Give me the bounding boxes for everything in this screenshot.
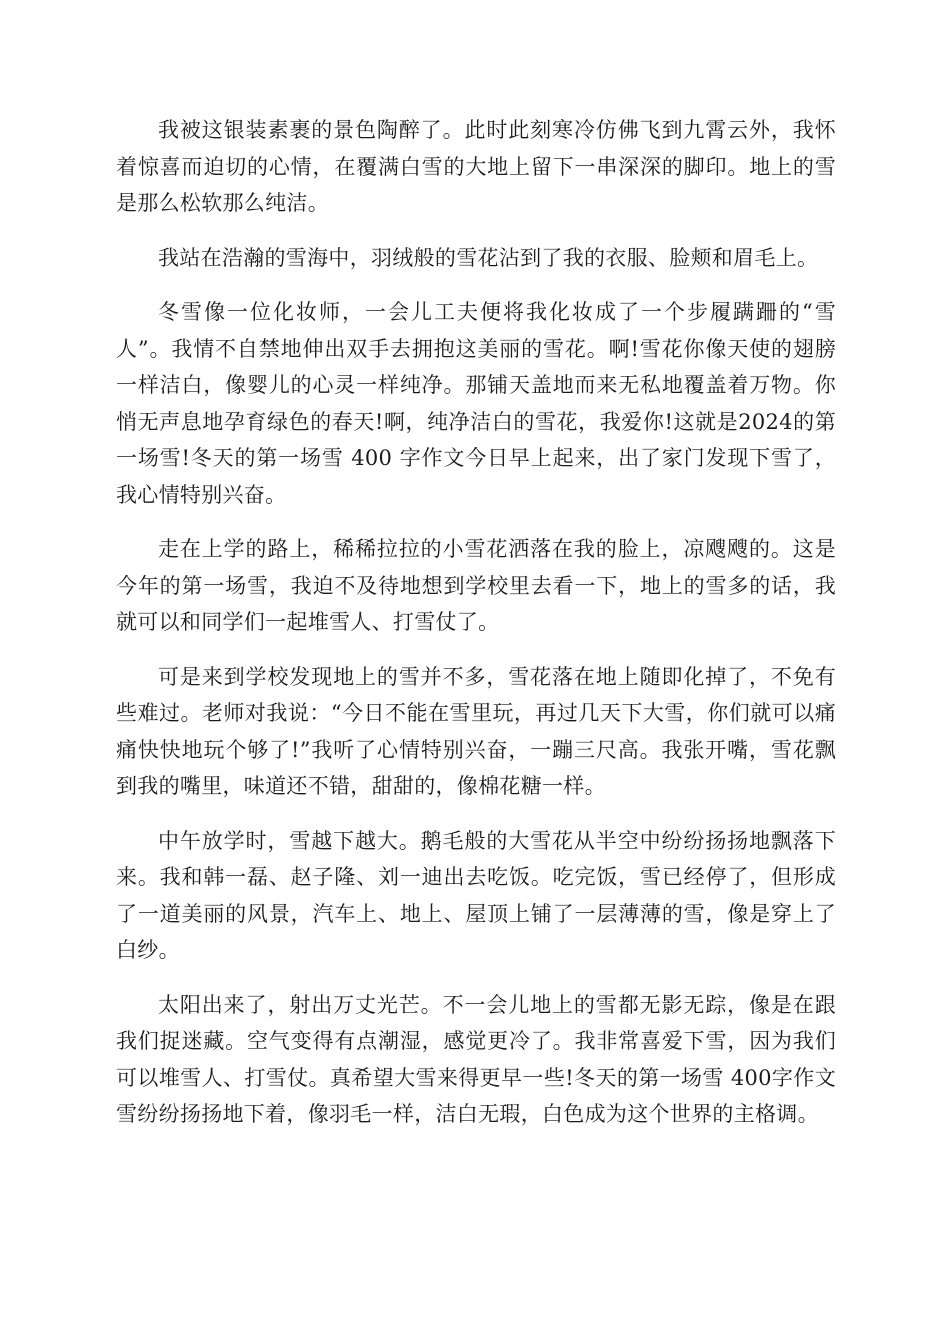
paragraph-1: 我被这银装素裹的景色陶醉了。此时此刻寒冷仿佛飞到九霄云外，我怀着惊喜而迫切的心情，在覆满白雪的大地上留下一串深深的脚印。地上的雪是那么松软那么纯洁。: [116, 118, 836, 215]
paragraph-4: 走在上学的路上，稀稀拉拉的小雪花洒落在我的脸上，凉飕飕的。这是今年的第一场雪，我迫不及待地想到学校里去看一下，地上的雪多的话，我就可以和同学们一起堆雪人、打雪仗了。: [116, 537, 836, 634]
document-body: [116, 112, 836, 1151]
paragraph-6: 中午放学时，雪越下越大。鹅毛般的大雪花从半空中纷纷扬扬地飘落下来。我和韩一磊、赵子隆、刘一迪出去吃饭。吃完饭，雪已经停了，但形成了一道美丽的风景，汽车上、地上、屋顶上铺了一层薄薄的雪，像是穿上了白纱。: [116, 828, 836, 962]
paragraph-7: 太阳出来了，射出万丈光芒。不一会儿地上的雪都无影无踪，像是在跟我们捉迷藏。空气变得有点潮湿，感觉更冷了。我非常喜爱下雪，因为我们可以堆雪人、打雪仗。真希望大雪来得更早一些!冬天的第一场雪 400字作文雪纷纷扬扬地下着，像羽毛一样，洁白无瑕，白色成为这个世界的主格调。: [116, 992, 836, 1126]
paragraph-3: 冬雪像一位化妆师，一会儿工夫便将我化妆成了一个步履蹒跚的“雪人”。我情不自禁地伸出双手去拥抱这美丽的雪花。啊!雪花你像天使的翅膀一样洁白，像婴儿的心灵一样纯净。那铺天盖地而来无私地覆盖着万物。你悄无声息地孕育绿色的春天!啊，纯净洁白的雪花，我爱你!这就是2024的第一场雪!冬天的第一场雪 400 字作文今日早上起来，出了家门发现下雪了，我心情特别兴奋。: [116, 300, 836, 507]
paragraph-2: 我站在浩瀚的雪海中，羽绒般的雪花沾到了我的衣服、脸颊和眉毛上。: [158, 245, 819, 270]
paragraph-5: 可是来到学校发现地上的雪并不多，雪花落在地上随即化掉了，不免有些难过。老师对我说：“今日不能在雪里玩，再过几天下大雪，你们就可以痛痛快快地玩个够了!”我听了心情特别兴奋，一蹦三尺高。我张开嘴，雪花飘到我的嘴里，味道还不错，甜甜的，像棉花糖一样。: [116, 664, 836, 798]
